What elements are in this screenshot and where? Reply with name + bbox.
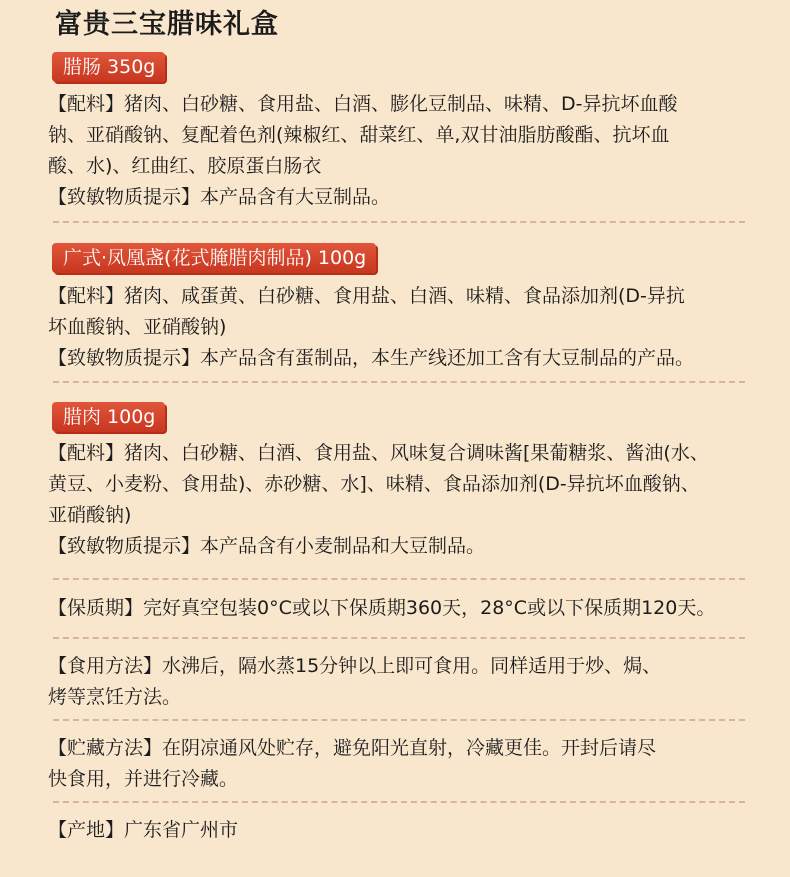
divider <box>53 221 745 223</box>
ingredients-line: 坏血酸钠、亚硝酸钠) <box>48 316 227 338</box>
allergen-note-cured-pork: 【致敏物质提示】本产品含有小麦制品和大豆制品。 <box>48 535 486 557</box>
divider <box>53 719 745 721</box>
ingredients-line: 【配料】猪肉、咸蛋黄、白砂糖、食用盐、白酒、味精、食品添加剂(D-异抗 <box>48 285 685 307</box>
ingredients-line: 黄豆、小麦粉、食用盐)、赤砂糖、水]、味精、食品添加剂(D-异抗坏血酸钠、 <box>48 473 700 495</box>
ingredients-phoenix-cup <box>48 281 758 374</box>
ingredients-line: 【配料】猪肉、白砂糖、白酒、食用盐、风味复合调味酱[果葡糖浆、酱油(水、 <box>48 442 709 464</box>
usage-section <box>48 651 758 713</box>
divider <box>53 578 745 580</box>
ingredients-line: 亚硝酸钠) <box>48 504 132 526</box>
product-tag-phoenix-cup: 广式·凤凰盏(花式腌腊肉制品) 100g <box>52 243 376 273</box>
product-tag-cured-pork: 腊肉 100g <box>52 402 165 432</box>
allergen-note-sausage: 【致敏物质提示】本产品含有大豆制品。 <box>48 186 391 208</box>
divider <box>53 801 745 803</box>
usage-line: 烤等烹饪方法。 <box>48 686 182 708</box>
page-title: 富贵三宝腊味礼盒 <box>55 9 279 40</box>
ingredients-line: 钠、亚硝酸钠、复配着色剂(辣椒红、甜菜红、单,双甘油脂肪酸酯、抗坏血 <box>48 124 670 146</box>
allergen-note-phoenix-cup: 【致敏物质提示】本产品含有蛋制品，本生产线还加工含有大豆制品的产品。 <box>48 347 695 369</box>
shelf-life-text: 【保质期】完好真空包装0°C或以下保质期360天，28°C或以下保质期120天。 <box>48 597 716 619</box>
storage-section <box>48 733 758 795</box>
ingredients-sausage <box>48 89 758 213</box>
origin-text: 【产地】广东省广州市 <box>48 819 239 841</box>
storage-line: 【贮藏方法】在阴凉通风处贮存，避免阳光直射，冷藏更佳。开封后请尽 <box>48 737 657 759</box>
divider <box>53 637 745 639</box>
divider <box>53 381 745 383</box>
product-tag-sausage: 腊肠 350g <box>52 52 165 82</box>
ingredients-line: 酸、水)、红曲红、胶原蛋白肠衣 <box>48 155 322 177</box>
storage-line: 快食用，并进行冷藏。 <box>48 768 239 790</box>
ingredients-line: 【配料】猪肉、白砂糖、食用盐、白酒、膨化豆制品、味精、D-异抗坏血酸 <box>48 93 678 115</box>
usage-line: 【食用方法】水沸后，隔水蒸15分钟以上即可食用。同样适用于炒、焗、 <box>48 655 662 677</box>
origin-section <box>48 815 758 846</box>
ingredients-cured-pork <box>48 438 758 562</box>
shelf-life-section <box>48 593 758 624</box>
